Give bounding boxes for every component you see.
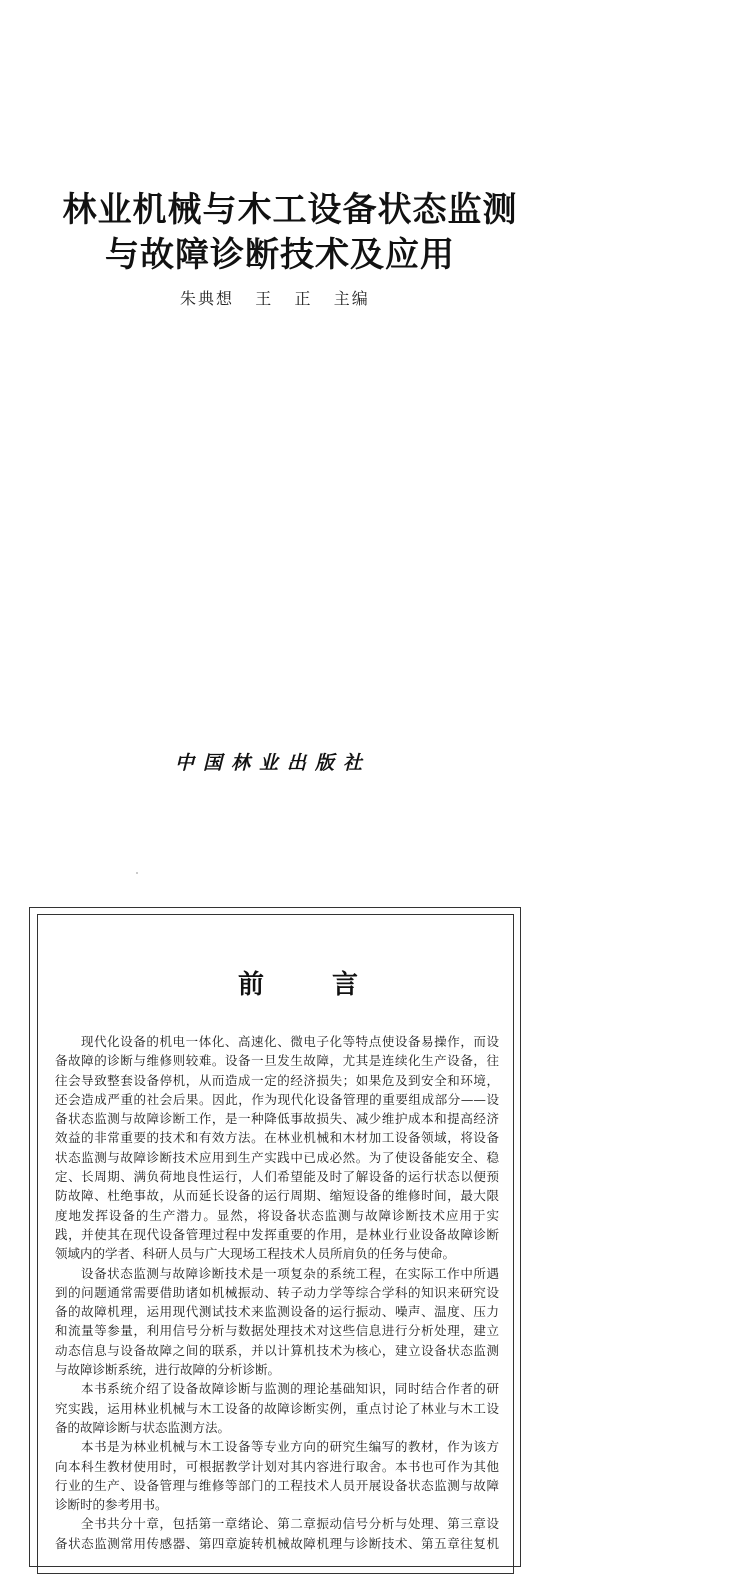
preface-line: 到的问题通常需要借助诸如机械振动、转子动力学等综合学科的知识来研究设 bbox=[55, 1284, 499, 1300]
preface-body bbox=[55, 1032, 499, 1553]
book-editors: 朱典想 王 正 主编 bbox=[180, 289, 370, 308]
preface-line: 本书是为林业机械与木工设备等专业方向的研究生编写的教材，作为该方 bbox=[81, 1439, 499, 1455]
preface-line: 和流量等参量，利用信号分析与数据处理技术对这些信息进行分析处理，建立 bbox=[55, 1323, 499, 1339]
preface-line: 与故障诊断系统，进行故障的分析诊断。 bbox=[55, 1362, 281, 1378]
preface-line: 备故障的诊断与维修则较难。设备一旦发生故障，尤其是连续化生产设备，往 bbox=[55, 1053, 499, 1069]
preface-line: 状态监测与故障诊断技术应用到生产实践中已成必然。为了使设备能安全、稳 bbox=[55, 1149, 499, 1165]
preface-line: 本书系统介绍了设备故障诊断与监测的理论基础知识，同时结合作者的研 bbox=[81, 1381, 499, 1397]
preface-line: 备状态监测与故障诊断工作，是一种降低事故损失、减少维护成本和提高经济 bbox=[55, 1111, 499, 1127]
preface-line: 往会导致整套设备停机，从而造成一定的经济损失；如果危及到安全和环境， bbox=[55, 1072, 499, 1088]
preface-line: 领域内的学者、科研人员与广大现场工程技术人员所肩负的任务与使命。 bbox=[55, 1246, 456, 1262]
preface-title-char-1: 前 bbox=[238, 970, 265, 1000]
preface-line: 践，并使其在现代设备管理过程中发挥重要的作用，是林业行业设备故障诊断 bbox=[55, 1226, 499, 1242]
preface-line: 度地发挥设备的生产潜力。显然，将设备状态监测与故障诊断技术应用于实 bbox=[55, 1207, 499, 1223]
preface-line: 效益的非常重要的技术和有效方法。在林业机械和木材加工设备领域，将设备 bbox=[55, 1130, 499, 1146]
preface-line: 备状态监测常用传感器、第四章旋转机械故障机理与诊断技术、第五章往复机 bbox=[55, 1535, 499, 1551]
preface-line: 设备状态监测与故障诊断技术是一项复杂的系统工程，在实际工作中所遇 bbox=[81, 1265, 499, 1281]
book-title-line-2: 与故障诊断技术及应用 bbox=[105, 235, 455, 275]
preface-title bbox=[238, 964, 358, 1001]
preface-line: 动态信息与设备故障之间的联系，并以计算机技术为核心，建立设备状态监测 bbox=[55, 1342, 499, 1358]
preface-line: 向本科生教材使用时，可根据教学计划对其内容进行取舍。本书也可作为其他 bbox=[55, 1458, 499, 1474]
preface-line: 定、长周期、满负荷地良性运行，人们希望能及时了解设备的运行状态以便预 bbox=[55, 1169, 499, 1185]
preface-line: 防故障、杜绝事故，从而延长设备的运行周期、缩短设备的维修时间，最大限 bbox=[55, 1188, 499, 1204]
preface-line: 还会造成严重的社会后果。因此，作为现代化设备管理的重要组成部分——设 bbox=[55, 1091, 499, 1107]
preface-line: 究实践，运用林业机械与木工设备的故障诊断实例，重点讨论了林业与木工设 bbox=[55, 1400, 499, 1416]
speck bbox=[136, 872, 138, 874]
preface-line: 全书共分十章，包括第一章绪论、第二章振动信号分析与处理、第三章设 bbox=[81, 1516, 499, 1532]
preface-line: 备的故障机理，运用现代测试技术来监测设备的运行振动、噪声、温度、压力 bbox=[55, 1304, 499, 1320]
preface-line: 行业的生产、设备管理与维修等部门的工程技术人员开展设备状态监测与故障 bbox=[55, 1477, 499, 1493]
preface-line: 诊断时的参考用书。 bbox=[55, 1497, 168, 1513]
preface-line: 备的故障诊断与状态监测方法。 bbox=[55, 1419, 231, 1435]
preface-line: 现代化设备的机电一体化、高速化、微电子化等特点使设备易操作，而设 bbox=[81, 1034, 499, 1049]
preface-title-char-2: 言 bbox=[331, 970, 358, 1000]
publisher-name: 中国林业出版社 bbox=[175, 752, 372, 774]
book-title-line-1: 林业机械与木工设备状态监测 bbox=[62, 190, 518, 230]
